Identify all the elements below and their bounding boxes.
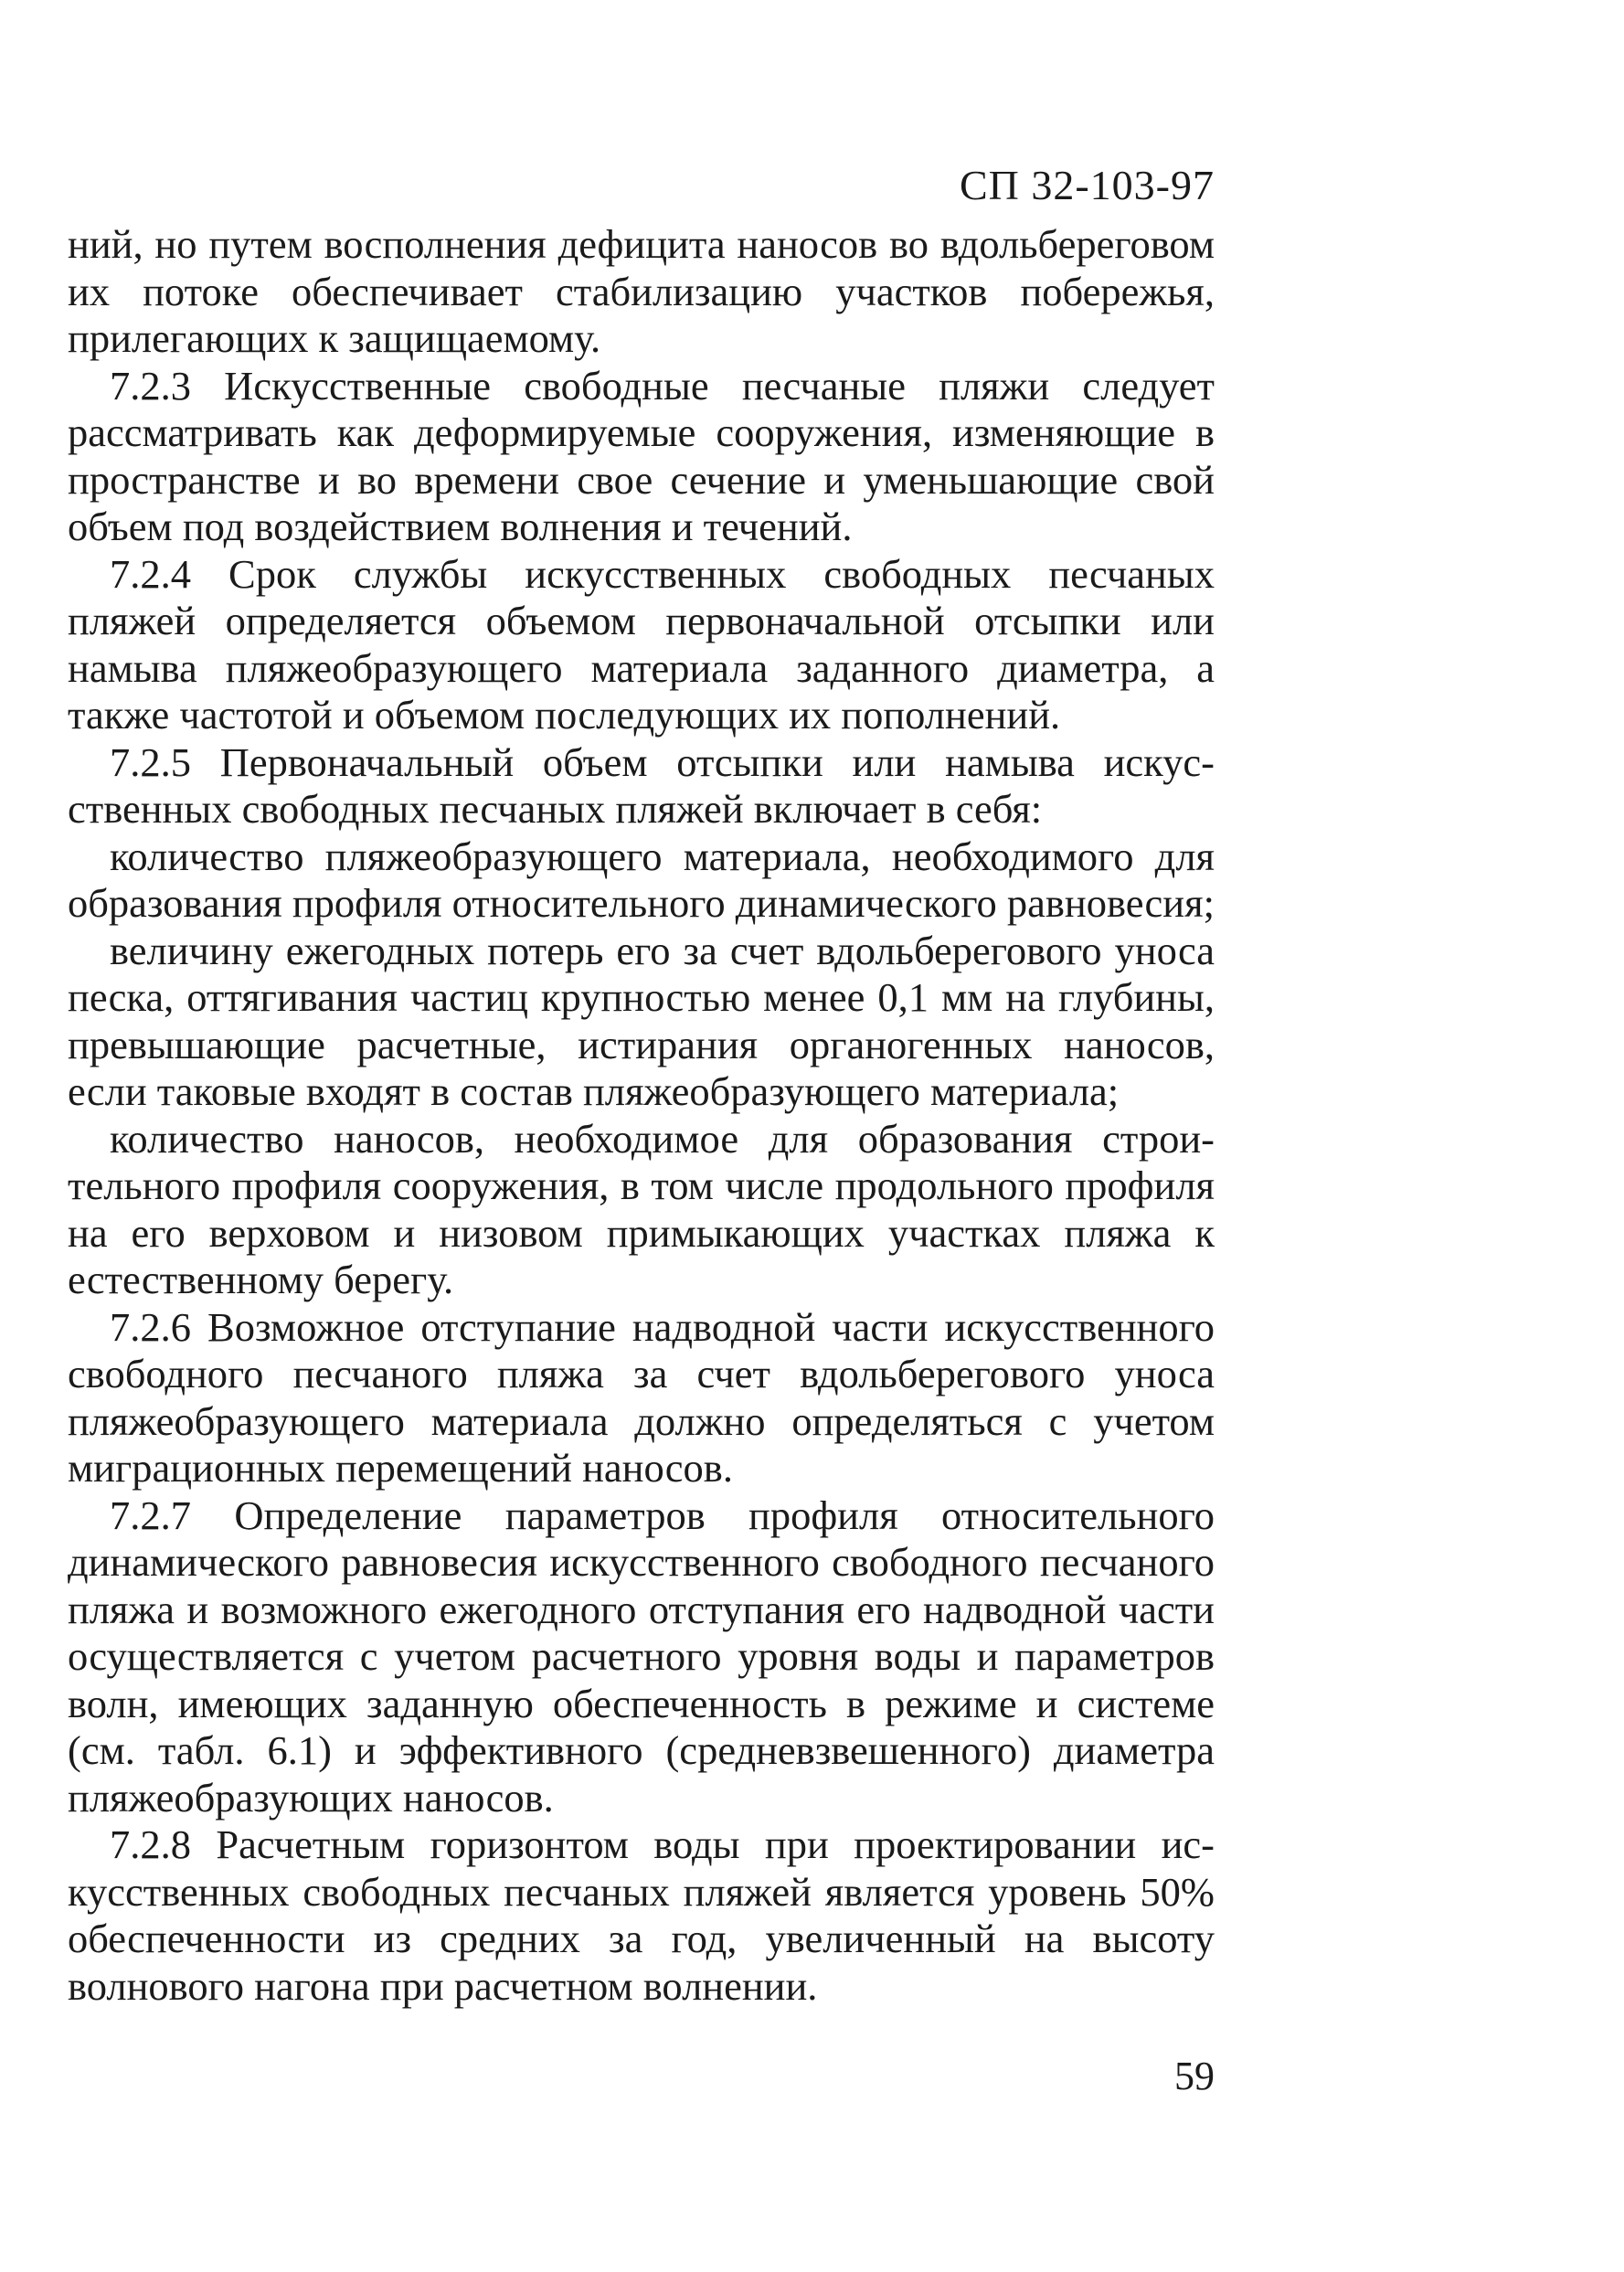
paragraph-7-2-3: 7.2.3 Искусственные свободные песчаные пляжи следует рассматривать как деформируемые сооружения, изменяющие в пространстве и во времени свое сечение и уменьшающие свой объем под воздействием волнения и течений. (68, 362, 1215, 549)
paragraph-7-2-8: 7.2.8 Расчетным горизонтом воды при проектировании искусственных свободных песчаных пляжей является уровень 50% обеспеченности из средних за год, увеличенный на высоту волнового нагона при расчетном волнении. (68, 1821, 1215, 2009)
body-text (68, 221, 1215, 2010)
paragraph-7-2-4: 7.2.4 Срок службы искусственных свободных песчаных пляжей определяется объемом первоначальной отсыпки или намыва пляжеобразующего материала заданного диаметра, а также частотой и объемом последующих их пополнений. (68, 550, 1215, 738)
list-item-material-quantity: количество пляжеобразующего материала, необходимого для образования профиля относительного динамического равновесия; (68, 833, 1215, 926)
paragraph-7-2-6: 7.2.6 Возможное отступание надводной части искусственного свободного песчаного пляжа за счет вдольберегового уноса пляжеобразующего материала должно определяться с учетом миграционных перемещений наносов. (68, 1303, 1215, 1491)
paragraph-continued: ний, но путем восполнения дефицита наносов во вдольбереговом их потоке обеспечивает стабилизацию участков побережья, прилегающих к защищаемому. (68, 221, 1215, 361)
paragraph-7-2-5: 7.2.5 Первоначальный объем отсыпки или намыва искусственных свободных песчаных пляжей включает в себя: (68, 738, 1215, 832)
paragraph-7-2-7: 7.2.7 Определение параметров профиля относительного динамического равновесия искусственного свободного песчаного пляжа и возможного ежегодного отступания его надводной части осуществляется с учетом расчетного уровня воды и параметров волн, имеющих заданную обеспеченность в режиме и системе (см. табл. 6.1) и эффективного (средневзвешенного) диаметра пляжеобразующих наносов. (68, 1492, 1215, 1821)
document-code: СП 32-103-97 (959, 162, 1215, 208)
list-item-construction-profile: количество наносов, необходимое для образования строительного профиля сооружения, в том числе продольного профиля на его верховом и низовом примыкающих участках пляжа к естественному берегу. (68, 1115, 1215, 1302)
list-item-annual-losses: величину ежегодных потерь его за счет вдольберегового уноса песка, оттягивания частиц крупностью менее 0,1 мм на глубины, превышающие расчетные, истирания органогенных наносов, если таковые входят в состав пляжеобразующего материала; (68, 927, 1215, 1114)
page-number: 59 (1174, 2054, 1215, 2098)
